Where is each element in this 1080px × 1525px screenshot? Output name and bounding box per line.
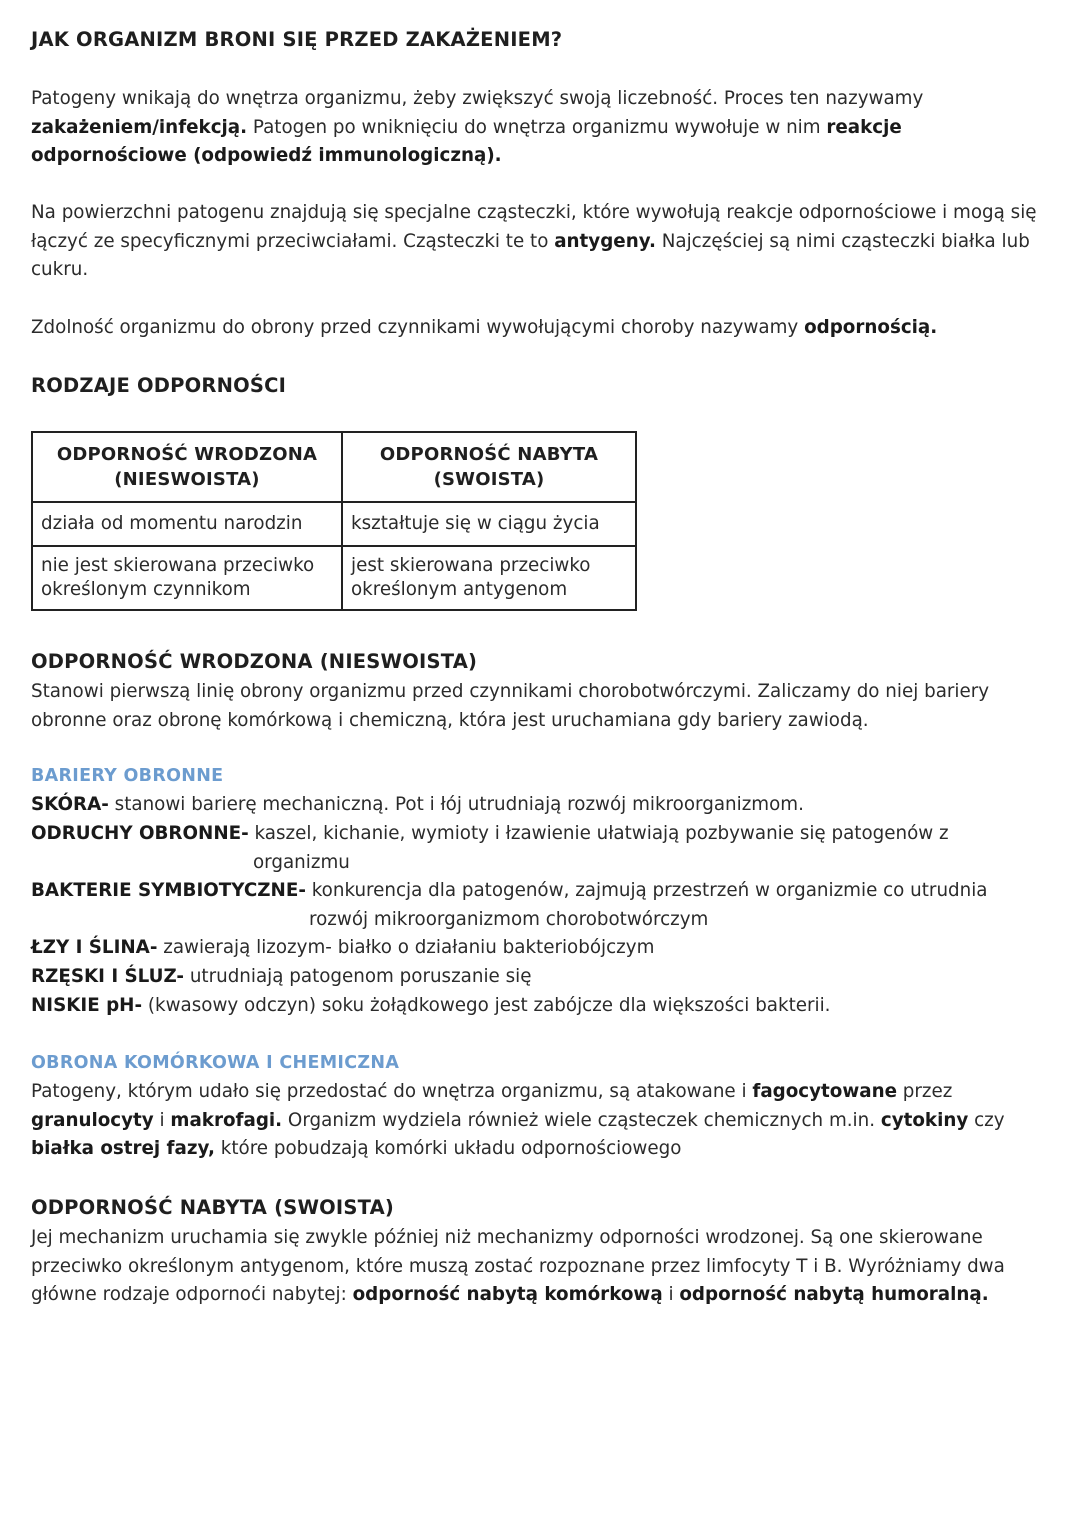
- header-acquired-line1: ODPORNOŚĆ NABYTA: [379, 444, 599, 465]
- intro-paragraph-antigens: [31, 199, 1051, 285]
- barriers-heading: BARIERY OBRONNE: [31, 766, 224, 786]
- cell-text: jest skierowana przeciwko: [351, 555, 591, 576]
- header-acquired-line2: (SWOISTA): [433, 469, 545, 490]
- text: Organizm wydziela również wiele cząsteczek chemicznych m.in.: [282, 1109, 881, 1131]
- intro-paragraph-infection: [31, 85, 1051, 171]
- barrier-desc-continuation: rozwój mikroorganizmom chorobotwórczym: [309, 908, 709, 930]
- term-immunity: odpornością.: [804, 317, 938, 338]
- text: Na powierzchni patogenu znajdują się specjalne cząsteczki, które wywołują reakcje odpornościowe i mogą się łączyć ze specyficznymi przeciwciałami. Cząsteczki te to: [31, 202, 1037, 252]
- acquired-heading: ODPORNOŚĆ NABYTA (SWOISTA): [31, 1196, 395, 1219]
- header-innate-line2: (NIESWOISTA): [114, 469, 260, 490]
- barrier-desc: zawierają lizozym- białko o działaniu bakteriobójczym: [157, 937, 655, 958]
- barrier-term: RZĘSKI I ŚLUZ-: [31, 966, 185, 987]
- cell-text: określonym antygenom: [351, 579, 568, 600]
- cellular-defense-paragraph: [31, 1078, 1051, 1164]
- cell-text: kształtuje się w ciągu życia: [351, 513, 600, 534]
- barrier-item: [31, 791, 804, 820]
- table-cell: [32, 546, 342, 610]
- barrier-term: ODRUCHY OBRONNE-: [31, 823, 249, 844]
- header-innate-line1: ODPORNOŚĆ WRODZONA: [56, 444, 318, 465]
- term-antigens: antygeny.: [554, 230, 656, 252]
- table-row: [32, 546, 636, 610]
- text: Najczęściej są nimi cząsteczki białka lub cukru.: [31, 230, 1030, 280]
- barrier-desc-continuation: organizmu: [253, 851, 350, 873]
- header-acquired: [342, 432, 636, 502]
- barrier-item: [31, 877, 988, 934]
- table-cell: [342, 546, 636, 610]
- term-humoral-acquired: odporność nabytą humoralną.: [679, 1284, 989, 1305]
- cell-text: określonym czynnikom: [41, 579, 251, 600]
- text: które pobudzają komórki układu odpornościowego: [214, 1138, 682, 1159]
- cellular-defense-heading: OBRONA KOMÓRKOWA I CHEMICZNA: [31, 1053, 400, 1073]
- acquired-description: [31, 1224, 1051, 1310]
- cell-text: nie jest skierowana przeciwko: [41, 555, 315, 576]
- text: Jej mechanizm uruchamia się zwykle później niż mechanizmy odporności wrodzonej. Są one skierowane przeciwko określonym antygenom, które muszą zostać rozpoznane przez limfocyty T i B. Wyróżniamy dwa główne rodzaje odpornoći nabytej:: [31, 1227, 1005, 1305]
- term-phagocytosed: fagocytowane: [752, 1081, 897, 1102]
- innate-description: Stanowi pierwszą linię obrony organizmu przed czynnikami chorobotwórczymi. Zaliczamy do niej bariery obronne oraz obronę komórkową i chemiczną, która jest uruchamiana gdy bariery zawiodą.: [31, 681, 990, 731]
- barrier-desc: utrudniają patogenom poruszanie się: [184, 966, 532, 987]
- page-title: JAK ORGANIZM BRONI SIĘ PRZED ZAKAŻENIEM?: [31, 28, 563, 51]
- innate-heading: ODPORNOŚĆ WRODZONA (NIESWOISTA): [31, 650, 478, 673]
- cell-text: działa od momentu narodzin: [41, 513, 303, 534]
- barrier-term: NISKIE pH-: [31, 995, 143, 1016]
- table-cell: [342, 502, 636, 546]
- term-infection: zakażeniem/infekcją.: [31, 116, 248, 138]
- immunity-comparison-table: [31, 431, 637, 611]
- barrier-item: [31, 820, 949, 877]
- table-cell: [32, 502, 342, 546]
- barrier-term: BAKTERIE SYMBIOTYCZNE-: [31, 880, 306, 901]
- barrier-desc: (kwasowy odczyn) soku żołądkowego jest zabójcze dla większości bakterii.: [142, 995, 831, 1016]
- barrier-desc: kaszel, kichanie, wymioty i łzawienie ułatwiają pozbywanie się patogenów z: [248, 823, 949, 844]
- intro-paragraph-immunity: [31, 314, 1051, 343]
- text: Patogeny wnikają do wnętrza organizmu, żeby zwiększyć swoją liczebność. Proces ten nazywamy: [31, 88, 924, 109]
- term-acute-phase-proteins: białka ostrej fazy,: [31, 1138, 215, 1159]
- text: przez: [897, 1081, 953, 1102]
- barrier-item: [31, 963, 531, 992]
- text: Zdolność organizmu do obrony przed czynnikami wywołującymi choroby nazywamy: [31, 317, 805, 338]
- barrier-item: [31, 992, 830, 1021]
- types-heading: RODZAJE ODPORNOŚCI: [31, 374, 287, 397]
- text: i: [153, 1109, 171, 1131]
- barrier-item: [31, 934, 654, 963]
- barrier-desc: stanowi barierę mechaniczną. Pot i łój utrudniają rozwój mikroorganizmom.: [108, 794, 804, 815]
- text: i: [662, 1284, 680, 1305]
- term-macrophages: makrofagi.: [170, 1109, 283, 1131]
- header-innate: [32, 432, 342, 502]
- term-granulocytes: granulocyty: [31, 1109, 154, 1131]
- term-cellular-acquired: odporność nabytą komórkową: [352, 1284, 663, 1305]
- barrier-desc: konkurencja dla patogenów, zajmują przestrzeń w organizmie co utrudnia: [305, 880, 988, 901]
- term-cytokines: cytokiny: [880, 1109, 969, 1131]
- text: Patogen po wniknięciu do wnętrza organizmu wywołuje w nim: [247, 116, 827, 138]
- barrier-term: SKÓRA-: [31, 794, 109, 815]
- text: czy: [968, 1109, 1005, 1131]
- barrier-term: ŁZY I ŚLINA-: [31, 937, 158, 958]
- text: Patogeny, którym udało się przedostać do wnętrza organizmu, są atakowane i: [31, 1081, 753, 1102]
- term-immune-response: reakcje odpornościowe (odpowiedź immunologiczną).: [31, 116, 902, 166]
- table-row: [32, 502, 636, 546]
- table-header-row: [32, 432, 636, 502]
